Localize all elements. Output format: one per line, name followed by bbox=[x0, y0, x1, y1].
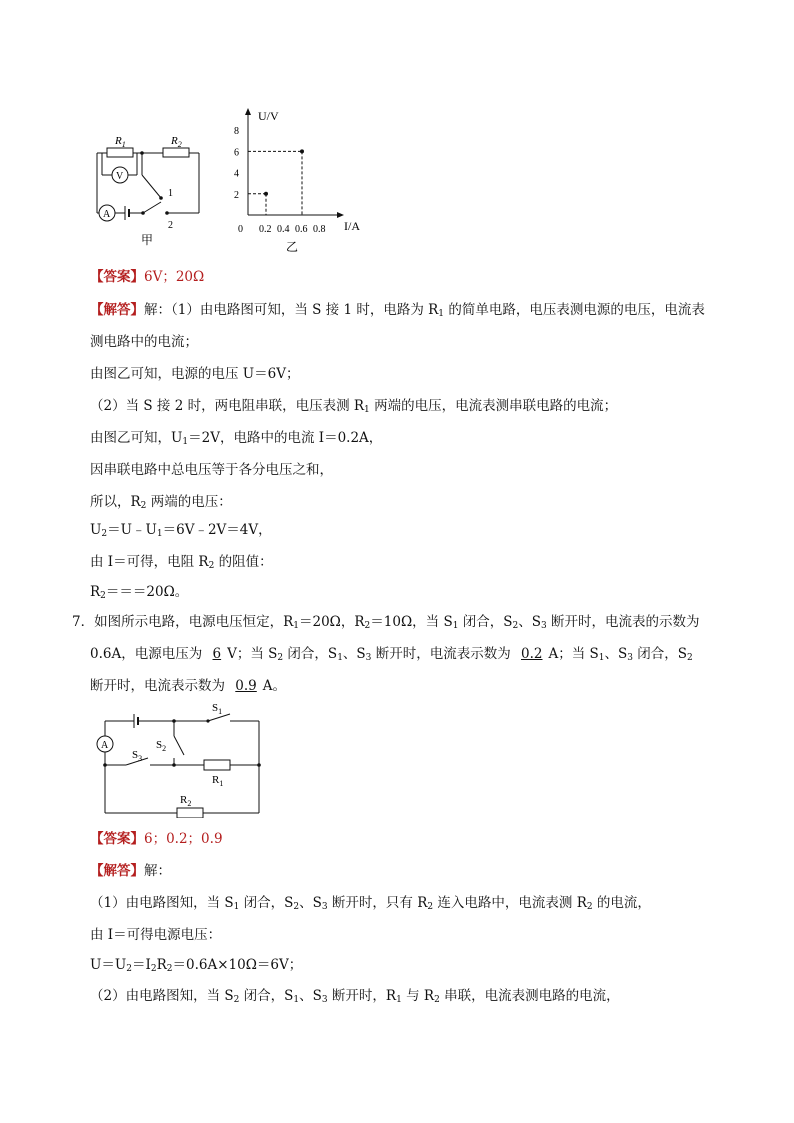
y-axis-label: U/V bbox=[258, 109, 279, 123]
svg-text:S3: $S_3$ bbox=[132, 749, 143, 763]
x-tick-label: 0.2 bbox=[259, 224, 272, 235]
analysis-7-head: 【解答】解： bbox=[90, 863, 171, 879]
svg-text:A: A bbox=[101, 740, 109, 751]
analysis-6-line8: $U_2=U﹣U_1=6V﹣2V=4V$， bbox=[90, 522, 272, 539]
answer-7: 【答案】6；0.2；0.9 bbox=[90, 831, 223, 847]
question-7-line1: 7．如图所示电路，电源电压恒定，$R_1=20\Omega$，$R_2=10\Omega$，当 $S_1$ 闭合，$S_2$、$S_3$ 断开时，电流表的示数为 bbox=[72, 614, 700, 631]
svg-text:R2: $R_2$ bbox=[171, 135, 182, 149]
svg-text:S2: $S_2$ bbox=[156, 739, 167, 753]
ui-graph-yi bbox=[228, 100, 378, 260]
analysis-6-line6: 因串联电路中总电压等于各分电压之和， bbox=[90, 462, 333, 478]
svg-text:S1: $S_1$ bbox=[212, 702, 223, 716]
answer-blank-3: 0.9 bbox=[235, 678, 257, 694]
y-tick-label: 4 bbox=[234, 168, 239, 180]
svg-text:R2: $R_2$ bbox=[180, 794, 192, 808]
analysis-6-line7: 所以，$R_2$ 两端的电压： bbox=[90, 494, 232, 511]
x-axis-label: I/A bbox=[344, 219, 360, 233]
analysis-6-line9: 由 I＝可得，电阻 $R_2$ 的阻值： bbox=[90, 554, 273, 571]
analysis-6-line2: 测电路中的电流； bbox=[90, 334, 198, 350]
circuit-figure-jia bbox=[85, 120, 215, 250]
analysis-6-line4: （2）当 S 接 2 时，两电阻串联，电压表测 $R_1$ 两端的电压，电流表测串联电路的电流； bbox=[90, 398, 618, 415]
circuit-figure-7 bbox=[88, 700, 268, 818]
question-7-line3: 断开时，电流表示数为 0.9 A。 bbox=[90, 678, 287, 694]
analysis-7-line3: $U=U_2=I_2R_2=0.6A\times 10\Omega=6V$； bbox=[90, 957, 303, 974]
answer-blank-2: 0.2 bbox=[521, 646, 543, 662]
data-point bbox=[264, 192, 268, 196]
answer-6: 【答案】6V；20Ω bbox=[90, 269, 205, 285]
svg-text:R1: $R_1$ bbox=[115, 135, 126, 149]
analysis-6-line5: 由图乙可知，$U_1=2V$，电路中的电流 I＝0.2A， bbox=[90, 430, 383, 447]
y-tick-label: 2 bbox=[234, 189, 239, 201]
analysis-7-line4: （2）由电路图知，当 $S_2$ 闭合，$S_1$、$S_3$ 断开时，$R_1$ 与 $R_2$ 串联，电流表测电路的电流， bbox=[90, 988, 620, 1005]
analysis-7-line1: （1）由电路图知，当 $S_1$ 闭合，$S_2$、$S_3$ 断开时，只有 $R_2$ 连入电路中，电流表测 $R_2$ 的电流， bbox=[90, 895, 651, 912]
data-point bbox=[300, 149, 304, 153]
analysis-6-line1: 【解答】解：（1）由电路图可知，当 S 接 1 时，电路为 $R_1$ 的简单电路，电压表测电源的电压，电流表 bbox=[90, 302, 705, 319]
svg-text:V: V bbox=[116, 171, 124, 182]
analysis-6-line10: $R_2===20\Omega$。 bbox=[90, 584, 189, 601]
svg-text:2: 2 bbox=[168, 220, 173, 231]
analysis-6-line3: 由图乙可知，电源的电压 U＝6V； bbox=[90, 366, 300, 382]
question-7-line2: 0.6A，电源电压为 6 V；当 $S_2$ 闭合，$S_1$、$S_3$ 断开时，电流表示数为 0.2 A；当 $S_1$、$S_3$ 闭合，$S_2$ bbox=[90, 646, 693, 663]
svg-text:1: 1 bbox=[168, 188, 173, 199]
analysis-7-line2: 由 I＝可得电源电压： bbox=[90, 927, 222, 943]
x-tick-label: 0.4 bbox=[277, 224, 290, 235]
y-tick-label: 6 bbox=[234, 147, 239, 159]
x-tick-label: 0.8 bbox=[313, 224, 326, 235]
svg-text:R1: $R_1$ bbox=[212, 774, 224, 788]
svg-text:A: A bbox=[103, 209, 111, 220]
answer-blank-1: 6 bbox=[212, 646, 222, 662]
svg-text:0: 0 bbox=[238, 224, 243, 235]
y-tick-label: 8 bbox=[234, 126, 239, 138]
svg-text:乙: 乙 bbox=[286, 240, 299, 254]
svg-text:甲: 甲 bbox=[141, 233, 154, 247]
x-tick-label: 0.6 bbox=[295, 224, 308, 235]
